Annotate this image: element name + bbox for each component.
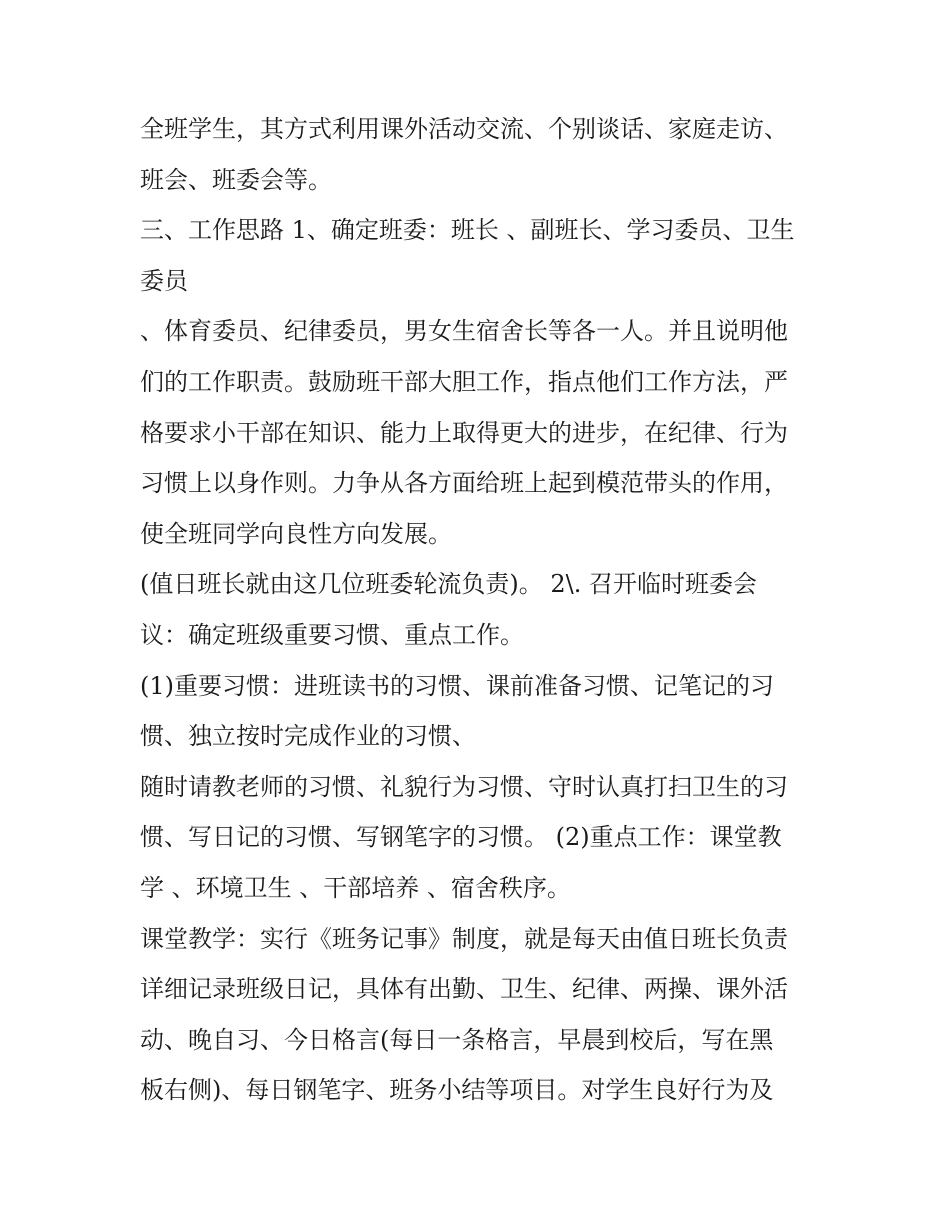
text-line: 全班学生，其方式利用课外活动交流、个别谈话、家庭走访、 [140,115,788,143]
body-text [140,104,820,1116]
text-line: 随时请教老师的习惯、礼貌行为习惯、守时认真打扫卫生的习 [140,772,788,801]
text-line: 三、工作思路 1、确定班委：班长 、副班长、学习委员、卫生 [140,216,795,245]
text-line: 课堂教学：实行《班务记事》制度，就是每天由值日班长负责 [140,924,788,953]
text-line: 板右侧)、每日钢笔字、班务小结等项目。对学生良好行为及 [140,1076,774,1105]
text-line: 惯、独立按时完成作业的习惯、 [140,722,476,751]
text-line: 惯、写日记的习惯、写钢笔字的习惯。 (2)重点工作：课堂教 [140,823,782,852]
text-line: 详细记录班级日记，具体有出勤、卫生、纪律、两操、课外活 [140,975,788,1004]
text-line: 习惯上以身作则。力争从各方面给班上起到模范带头的作用， [140,469,788,498]
text-line: 们的工作职责。鼓励班干部大胆工作，指点他们工作方法，严 [140,367,788,396]
text-line: 使全班同学向良性方向发展。 [140,519,452,548]
text-line: 格要求小干部在知识、能力上取得更大的进步，在纪律、行为 [140,418,788,447]
text-line: 班会、班委会等。 [140,165,332,194]
text-line: (值日班长就由这几位班委轮流负责)。 2\. 召开临时班委会 [140,570,757,599]
text-line: 委员 [140,266,188,295]
text-line: 动、晚自习、今日格言(每日一条格言，早晨到校后，写在黑 [140,1025,774,1054]
text-line: 、体育委员、纪律委员，男女生宿舍长等各一人。并且说明他 [140,317,788,346]
text-line: 学 、环境卫生 、干部培养 、宿舍秩序。 [140,873,571,902]
text-line: (1)重要习惯：进班读书的习惯、课前准备习惯、记笔记的习 [140,671,774,700]
text-line: 议：确定班级重要习惯、重点工作。 [140,620,524,649]
